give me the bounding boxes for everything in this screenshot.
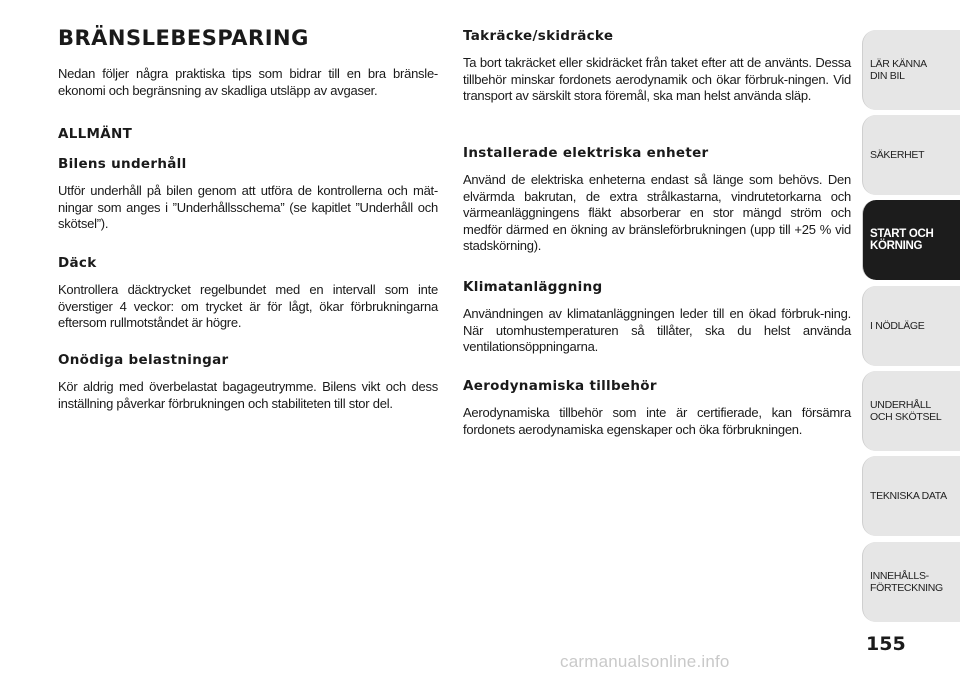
tab-sakerhet[interactable]: SÄKERHET	[862, 115, 960, 195]
section-title: Klimatanläggning	[463, 279, 603, 295]
tab-innehallsforteckning[interactable]: INNEHÅLLS- FÖRTECKNING	[862, 542, 960, 622]
section-title: Onödiga belastningar	[58, 352, 229, 368]
tab-underhall-och-skotsel[interactable]: UNDERHÅLL OCH SKÖTSEL	[862, 371, 960, 451]
section-text: Aerodynamiska tillbehör som inte är certifierade, kan försämra fordonets aerodynamiska egenskaper och öka förbrukningen.	[463, 405, 851, 437]
section-title: Takräcke/skidräcke	[463, 28, 614, 44]
section-text: Kontrollera däcktrycket regelbundet med en intervall som inte överstiger 4 veckor: om trycket är för lågt, ökar förbrukningarna eftersom rullmotståndet är högre.	[58, 282, 438, 330]
section-title: Installerade elektriska enheter	[463, 145, 709, 161]
general-heading: ALLMÄNT	[58, 126, 133, 142]
section-text: Utför underhåll på bilen genom att utföra de kontrollerna och mät-ningar som anges i ”Underhållsschema” (se kapitlet ”Underhåll och skötsel”).	[58, 183, 438, 231]
section-text: Användningen av klimatanläggningen leder till en ökad förbruk-ning. När utomhustemperaturen så tillåter, ska du helst använda ventilationsöppningarna.	[463, 306, 851, 354]
page-number: 155	[866, 633, 906, 655]
section-text: Använd de elektriska enheterna endast så länge som behövs. Den elvärmda bakrutan, de extra strålkastarna, vindrutetorkarna och värmeanläggningens fläkt absorberar en stor mängd ström och medför därmed en ökning av bränsleförbrukningen (upp till +25 % vid stadskörning).	[463, 172, 851, 253]
section-text: Kör aldrig med överbelastat bagageutrymme. Bilens vikt och dess inställning påverkar förbrukningen och stabiliteten till stor del.	[58, 379, 438, 411]
section-title: Bilens underhåll	[58, 156, 187, 172]
section-text: Ta bort takräcket eller skidräcket från taket efter att de använts. Dessa tillbehör minskar fordonets aerodynamik och ökar förbruk-ningen. Vid transport av särskilt stora föremål, ska man helst använda släp.	[463, 55, 851, 103]
watermark-text: carmanualsonline.info	[560, 652, 730, 671]
section-title: Däck	[58, 255, 97, 271]
tab-lar-kanna-din-bil[interactable]: LÄR KÄNNA DIN BIL	[862, 30, 960, 110]
tab-i-nodlage[interactable]: I NÖDLÄGE	[862, 286, 960, 366]
tab-tekniska-data[interactable]: TEKNISKA DATA	[862, 456, 960, 536]
page-title: BRÄNSLEBESPARING	[58, 26, 309, 50]
section-title: Aerodynamiska tillbehör	[463, 378, 657, 394]
tab-start-och-korning[interactable]: START OCH KÖRNING	[862, 200, 960, 280]
intro-paragraph: Nedan följer några praktiska tips som bidrar till en bra bränsle-ekonomi och begränsning av skadliga utsläpp av avgaser.	[58, 66, 438, 98]
